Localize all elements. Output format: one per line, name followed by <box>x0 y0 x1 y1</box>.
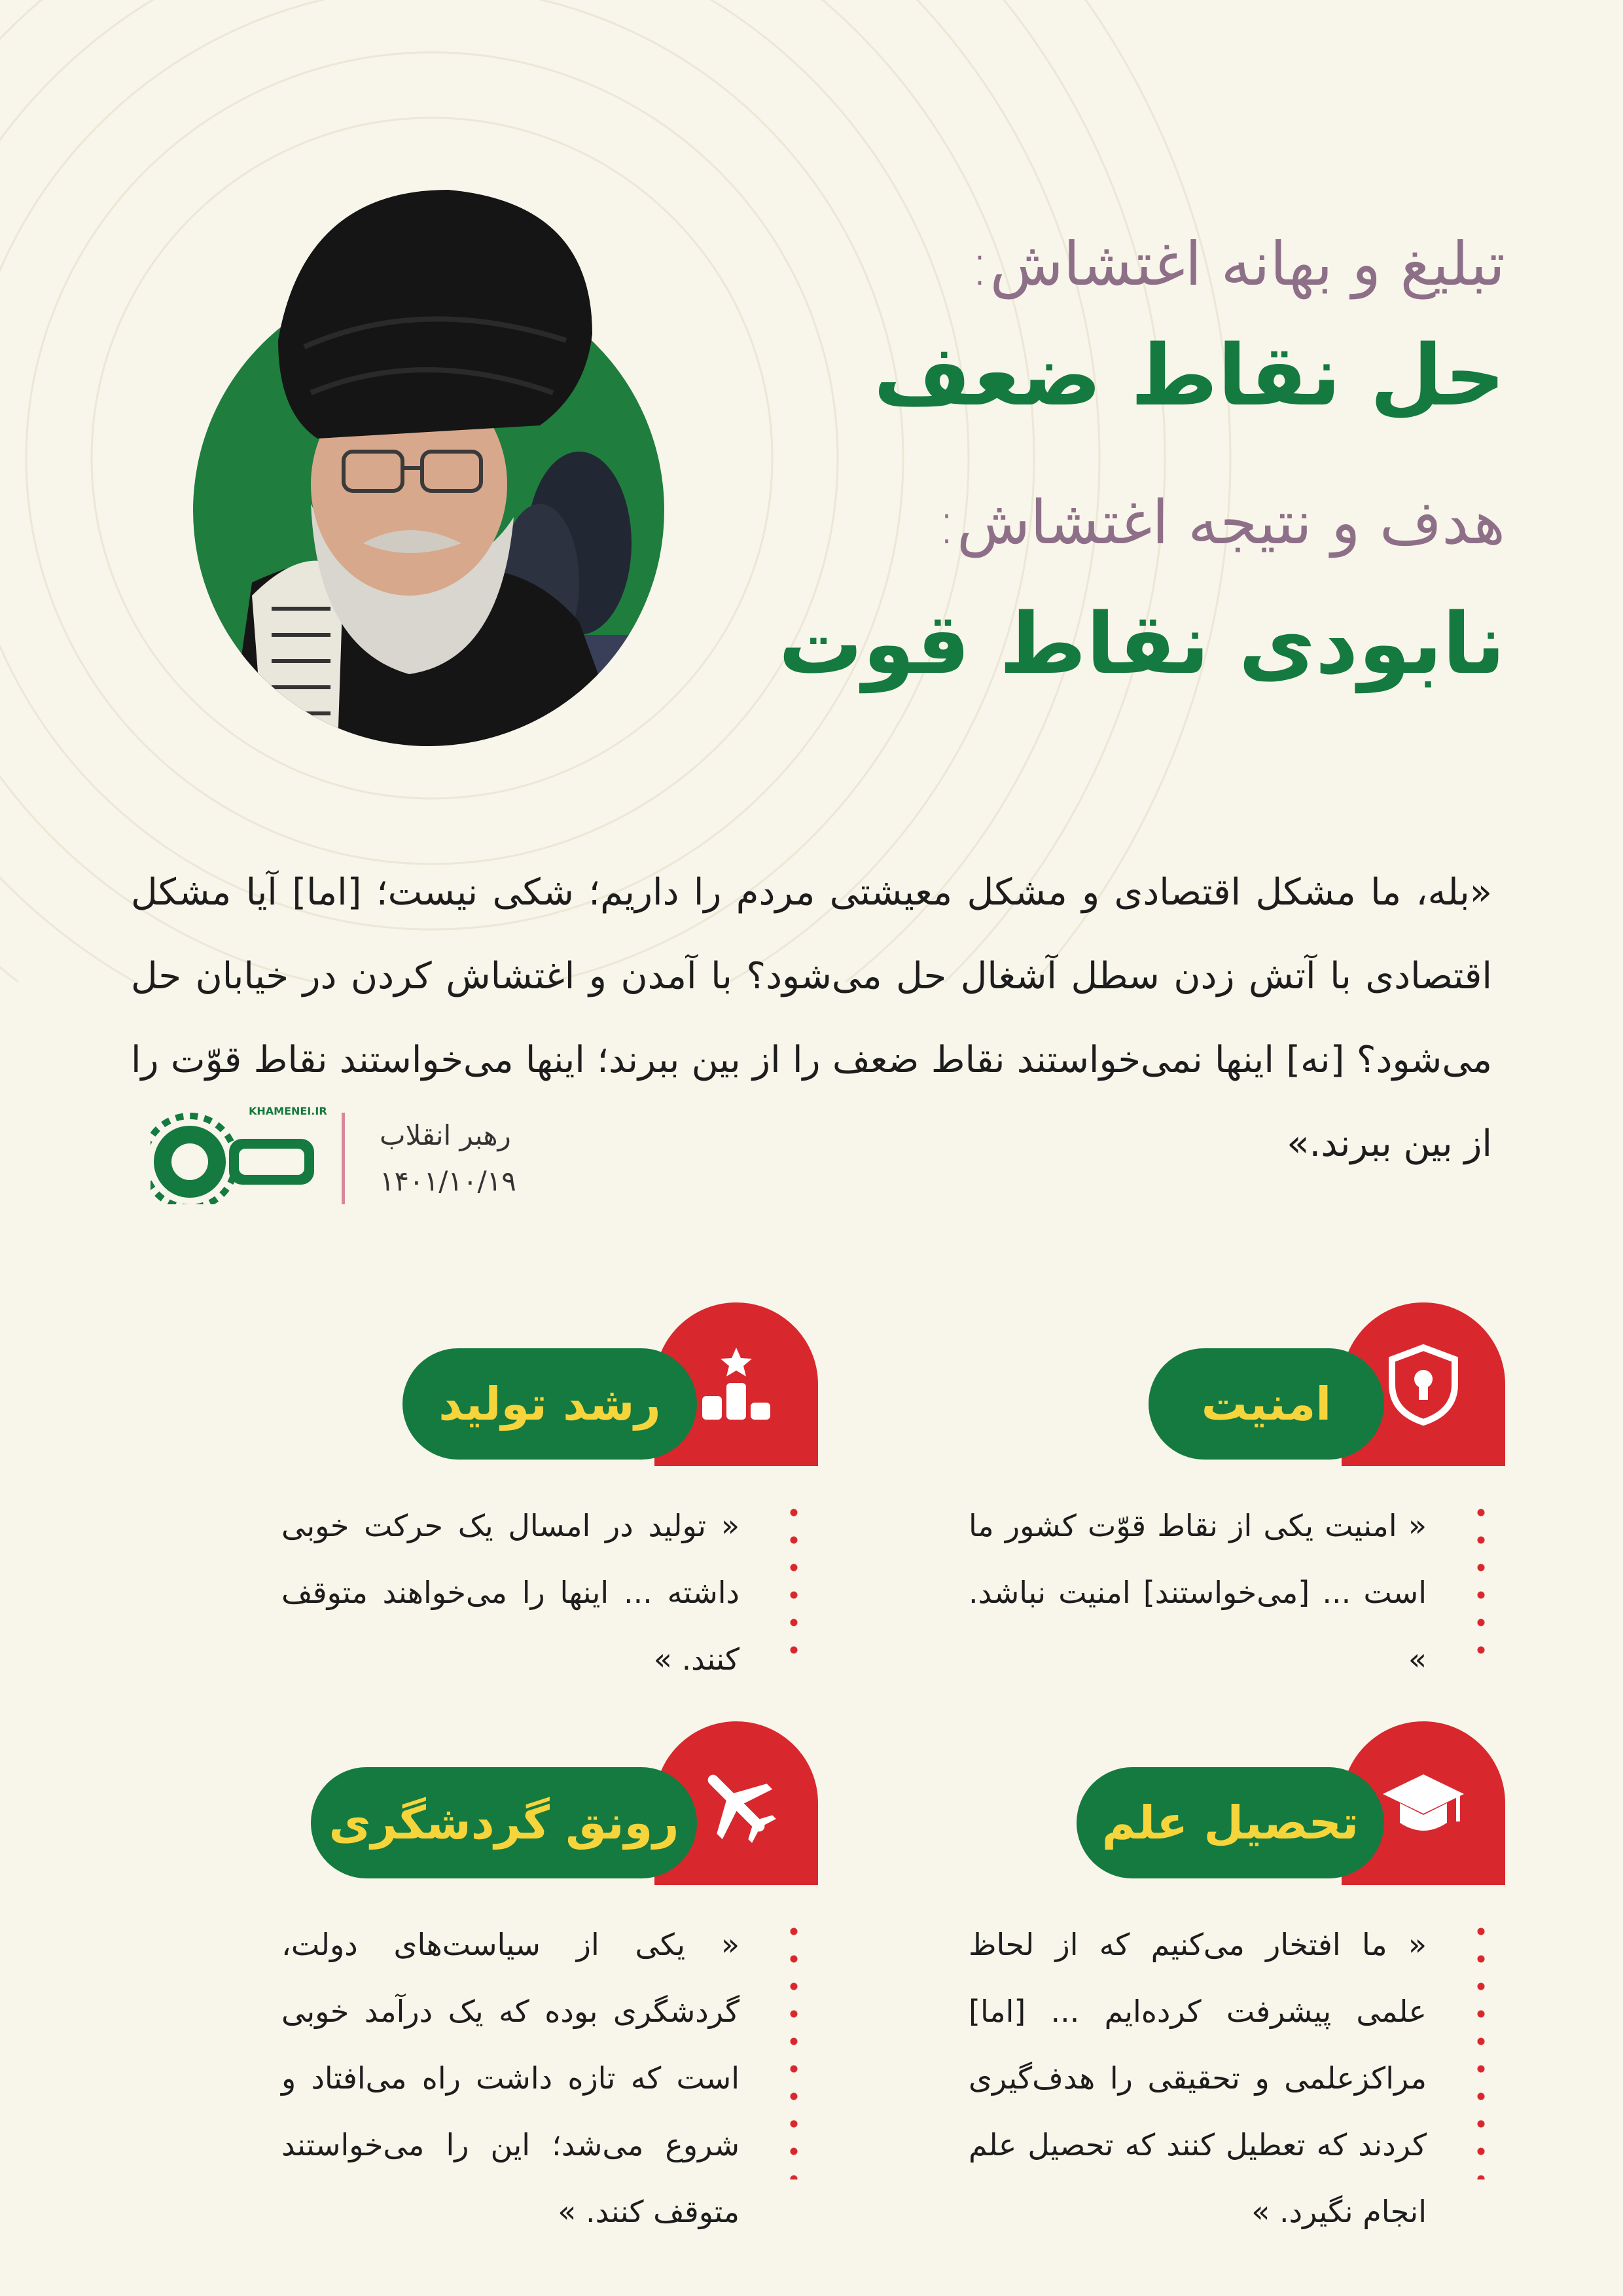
card-dots <box>1476 1499 1486 1662</box>
card-dots <box>789 1499 798 1662</box>
card-dots <box>789 1918 798 2179</box>
leader-quote: «بله، ما مشکل اقتصادی و مشکل معیشتی مردم را داریم؛ شکی نیست؛ [اما] آیا مشکل اقتصادی با آتش زدن سطل آشغال حل می‌شود؟ با آمدن و اغتشاش کردن در خیابان حل می‌شود؟ [نه] اینها نمی‌خواستند نقاط ضعف را از بین ببرند؛ اینها می‌خواستند نقاط قوّت را از بین ببرند.» <box>131 871 1492 1165</box>
card-body: « امنیت یکی از نقاط قوّت کشور ما است ... [می‌خواستند] امنیت نباشد. » <box>969 1508 1427 1677</box>
card-title: تحصیل علم <box>1077 1767 1384 1878</box>
card-title: رونق گردشگری <box>311 1767 697 1878</box>
card-title: امنیت <box>1149 1348 1384 1460</box>
headline-main-2: نابودی نقاط قوت <box>778 596 1505 693</box>
headline-main-1: حل نقاط ضعف <box>873 327 1505 425</box>
card-tourism <box>209 1721 818 2232</box>
portrait <box>173 177 684 746</box>
attribution-divider <box>342 1113 345 1204</box>
card-body: « تولید در امسال یک حرکت خوبی داشته ... اینها را می‌خواهند متوقف کنند. » <box>281 1508 740 1677</box>
graduation-cap-icon <box>1378 1757 1469 1849</box>
attribution-date: ۱۴۰۱/۱۰/۱۹ <box>380 1165 516 1197</box>
headline-pretext-1: تبلیغ و بهانه اغتشاش: <box>969 229 1505 299</box>
airplane-icon <box>690 1757 782 1849</box>
headline-pretext-2: هدف و نتیجه اغتشاش: <box>936 488 1505 558</box>
podium-star-icon <box>690 1338 782 1430</box>
logo-site-text: KHAMENEI.IR <box>249 1105 327 1117</box>
card-dots <box>1476 1918 1486 2179</box>
attribution <box>151 1106 543 1211</box>
card-body: « یکی از سیاست‌های دولت، گردشگری بوده که یک درآمد خوبی است که تازه داشت راه می‌افتاد و شروع می‌شد؛ این را می‌خواستند متوقف کنند. » <box>281 1927 740 2229</box>
shield-keyhole-icon <box>1378 1338 1469 1430</box>
khamenei-logo <box>151 1105 327 1204</box>
card-title: رشد تولید <box>402 1348 697 1460</box>
card-education <box>897 1721 1505 2232</box>
attribution-role: رهبر انقلاب <box>380 1119 511 1151</box>
card-body: « ما افتخار می‌کنیم که از لحاظ علمی پیشرفت کرده‌ایم ... [اما] مراکزعلمی و تحقیقی را هدف‌گیری کردند که تعطیل کنند که تحصیل علم انجام نگیرد. » <box>969 1927 1427 2229</box>
